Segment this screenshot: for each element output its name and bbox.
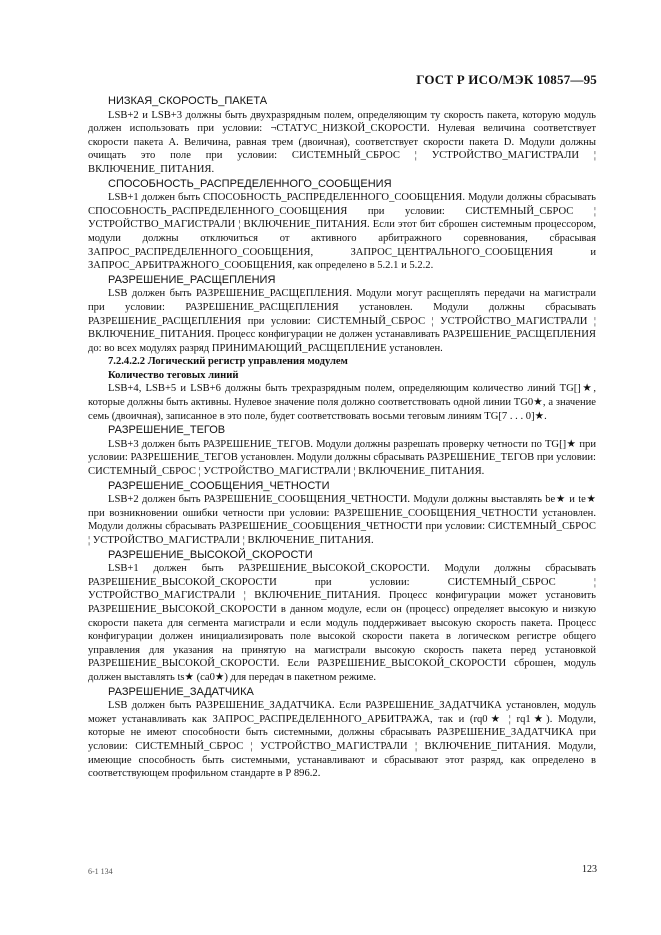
section-heading: РАЗРЕШЕНИЕ_ТЕГОВ xyxy=(108,424,226,437)
section-heading: СПОСОБНОСТЬ_РАСПРЕДЕЛЕННОГО_СООБЩЕНИЯ xyxy=(108,177,392,190)
page-number: 123 xyxy=(582,864,597,875)
section-heading: РАЗРЕШЕНИЕ_ВЫСОКОЙ_СКОРОСТИ xyxy=(108,548,313,561)
section-heading: РАЗРЕШЕНИЕ_РАСЩЕПЛЕНИЯ xyxy=(108,273,276,286)
document-code-header: ГОСТ Р ИСО/МЭК 10857—95 xyxy=(416,72,597,87)
section-heading: НИЗКАЯ_СКОРОСТЬ_ПАКЕТА xyxy=(108,95,268,107)
subsection-heading: 7.2.4.2.2 Логический регистр управления модулем xyxy=(108,356,348,368)
body-paragraph: LSB+2 должен быть РАЗРЕШЕНИЕ_СООБЩЕНИЯ_ЧЕТНОСТИ. Модули должны выставлять be★ и te★ при возникновении ошибки четности при условии: РАЗРЕШЕНИЕ_СООБЩЕНИЯ_ЧЕТНОСТИ установлен. Модули должны сбрасывать РАЗРЕШЕНИЕ_СООБЩЕНИЯ_ЧЕТНОСТИ при условии: СИСТЕМНЫЙ_СБРОС ¦ УСТРОЙСТВО_МАГИСТРАЛИ ¦ ВКЛЮЧЕНИЕ_ПИТАНИЯ. xyxy=(88,494,596,546)
body-paragraph: LSB+2 и LSB+3 должны быть двухразрядным полем, определяющим ту скорость пакета, которую модуль должен использовать при условии: ¬СТАТУС_НИЗКОЙ_СКОРОСТИ. Нулевая величина соответствует скорости пакета А. Величина, равная трем (двоичная), соответствует скорости пакета D. Модули должны очищать это поле при условии: СИСТЕМНЫЙ_СБРОС ¦ УСТРОЙСТВО_МАГИСТРАЛИ ¦ ВКЛЮЧЕНИЕ_ПИТАНИЯ. xyxy=(88,109,596,175)
body-paragraph: LSB+1 должен быть РАЗРЕШЕНИЕ_ВЫСОКОЙ_СКОРОСТИ. Модули должны сбрасывать РАЗРЕШЕНИЕ_ВЫСОКОЙ_СКОРОСТИ при условии: СИСТЕМНЫЙ_СБРОС ¦ УСТРОЙСТВО_МАГИСТРАЛИ ¦ ВКЛЮЧЕНИЕ_ПИТАНИЯ. Процесс конфигурации может установить РАЗРЕШЕНИЕ_ВЫСОКОЙ_СКОРОСТИ в данном модуле, если он (процесс) определяет высокую и низкую скорости пакета для сегмента магистрали и если модуль поддерживает высокую скорость пакета. Процесс конфигурации должен инициализировать поле высокой скорости пакета в логическом регистре общего управления для указания на принятую на магистрали высокую скорость пакета перед установкой РАЗРЕШЕНИЕ_ВЫСОКОЙ_СКОРОСТИ. Если РАЗРЕШЕНИЕ_ВЫСОКОЙ_СКОРОСТИ сброшен, модуль должен выставлять ts★ (ca0★) для передач в пакетном режиме. xyxy=(88,563,596,683)
section-heading: РАЗРЕШЕНИЕ_ЗАДАТЧИКА xyxy=(108,685,254,698)
subsection-heading: Количество теговых линий xyxy=(108,369,239,381)
body-paragraph: LSB+4, LSB+5 и LSB+6 должны быть трехразрядным полем, определяющим количество линий TG[]★, которые должны быть активны. Нулевое значение поля должно соответствовать одной линии TG0★, а значение семь (двоичная), записанное в это поле, будет соответствовать восьми теговым линиям TG[7 . . . 0]★. xyxy=(88,383,596,422)
section-heading: РАЗРЕШЕНИЕ_СООБЩЕНИЯ_ЧЕТНОСТИ xyxy=(108,479,330,492)
body-paragraph: LSB+1 должен быть СПОСОБНОСТЬ_РАСПРЕДЕЛЕННОГО_СООБЩЕНИЯ. Модули должны сбрасывать СПОСОБНОСТЬ_РАСПРЕДЕЛЕННОГО_СООБЩЕНИЯ при условии: СИСТЕМНЫЙ_СБРОС ¦ УСТРОЙСТВО_МАГИСТРАЛИ ¦ ВКЛЮЧЕНИЕ_ПИТАНИЯ. Если этот бит сброшен системным процессором, модули должны отключиться от активного арбитражного соревнования, сбрасывая ЗАПРОС_РАСПРЕДЕЛЕННОГО_СООБЩЕНИЯ, ЗАПРОС_ЦЕНТРАЛЬНОГО_СООБЩЕНИЯ и ЗАПРОС_АРБИТРАЖНОГО_СООБЩЕНИЯ, как определено в 5.2.1 и 5.2.2. xyxy=(88,192,596,272)
print-mark: 6-1 134 xyxy=(88,867,113,876)
body-paragraph: LSB+3 должен быть РАЗРЕШЕНИЕ_ТЕГОВ. Модули должны разрешать проверку четности по TG[]★ при условии: РАЗРЕШЕНИЕ_ТЕГОВ установлен. Модули должны сбрасывать РАЗРЕШЕНИЕ_ТЕГОВ при условии: СИСТЕМНЫЙ_СБРОС ¦ УСТРОЙСТВО_МАГИСТРАЛИ ¦ ВКЛЮЧЕНИЕ_ПИТАНИЯ. xyxy=(88,438,596,478)
document-body xyxy=(88,94,596,781)
body-paragraph: LSB должен быть РАЗРЕШЕНИЕ_ЗАДАТЧИКА. Если РАЗРЕШЕНИЕ_ЗАДАТЧИКА установлен, модуль может устанавливать как ЗАПРОС_РАСПРЕДЕЛЕННОГО_АРБИТРАЖА, так и (rq0★ ¦ rq1★). Модули, которые не имеют способности быть системными, должны сбрасывать РАЗРЕШЕНИЕ_ЗАДАТЧИКА при условии: СИСТЕМНЫЙ_СБРОС ¦ УСТРОЙСТВО_МАГИСТРАЛИ ¦ ВКЛЮЧЕНИЕ_ПИТАНИЯ. Модули, имеющие способность быть системными, устанавливают и сбрасывают этот разряд, как определено в соответствующем профильном стандарте в Р 896.2. xyxy=(88,700,596,780)
body-paragraph: LSB должен быть РАЗРЕШЕНИЕ_РАСЩЕПЛЕНИЯ. Модули могут расщеплять передачи на магистрали при условии: РАЗРЕШЕНИЕ_РАСЩЕПЛЕНИЯ установлен. Модули должны сбрасывать РАЗРЕШЕНИЕ_РАСЩЕПЛЕНИЯ при условии: СИСТЕМНЫЙ_СБРОС ¦ УСТРОЙСТВО_МАГИСТРАЛИ ¦ ВКЛЮЧЕНИЕ_ПИТАНИЯ. Процесс конфигурации не должен устанавливать РАЗРЕШЕНИЕ_РАСЩЕПЛЕНИЯ до: во всех модулях разряд ПРИНИМАЮЩИЙ_РАСЩЕПЛЕНИЕ установлен. xyxy=(88,288,596,354)
